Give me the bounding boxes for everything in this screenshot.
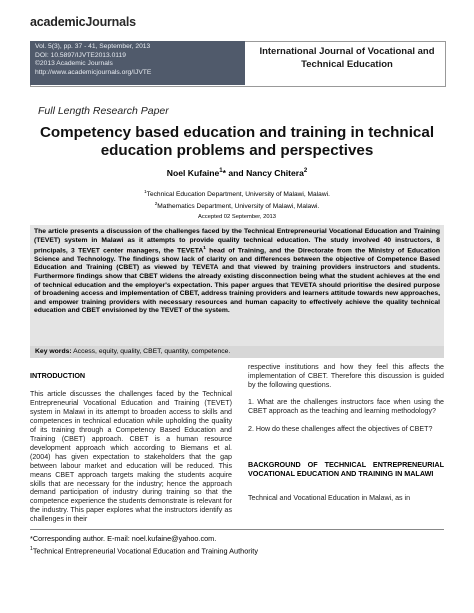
affiliation-text: Mathematics Department, University of Malawi, Malawi. [157, 202, 320, 210]
affiliation-marker: 1 [219, 168, 223, 175]
paper-title: Competency based education and training in technical education problems and perspectives [39, 124, 435, 159]
footnotes [30, 533, 444, 556]
body-paragraph: respective institutions and how they feel this affects the implementation of CBET. Therefore this discussion is guided by the following questions. [248, 363, 444, 389]
article-meta-box [30, 41, 245, 85]
section-heading-introduction: INTRODUCTION [30, 371, 86, 380]
section-heading-background: BACKGROUND OF TECHNICAL ENTREPRENEURIAL VOCATIONAL EDUCATION AND TRAINING IN MALAWI [248, 460, 444, 478]
keywords-label: Key words: [35, 348, 72, 355]
affiliation-marker: 1 [144, 189, 147, 194]
research-question: 2. How do these challenges affect the objectives of CBET? [248, 425, 433, 433]
correspondence-note: *Corresponding author. E-mail: noel.kufaine@yahoo.com. [30, 534, 217, 543]
accepted-date: Accepted 02 September, 2013 [198, 214, 276, 220]
footnote-marker: 1 [30, 546, 33, 552]
research-question: 1. What are the challenges instructors face when using the CBET approach as the teaching and learning methodology? [248, 398, 444, 415]
meta-doi: DOI: 10.5897/IJVTE2013.0119 [35, 51, 126, 59]
corresponding-marker: * [222, 168, 227, 178]
meta-volume: Vol. 5(3), pp. 37 - 41, September, 2013 [35, 43, 151, 50]
meta-url: http://www.academicjournals.org/IJVTE [35, 68, 152, 76]
body-paragraph: Technical and Vocational Education in Malawi, as in [248, 494, 411, 502]
paper-type: Full Length Research Paper [38, 105, 169, 117]
footnote-marker: 1 [203, 246, 206, 252]
affiliation-line [30, 200, 444, 212]
logo-text-journals: Journals [85, 15, 136, 29]
footnote-divider [30, 529, 444, 530]
meta-copyright: ©2013 Academic Journals [35, 60, 113, 68]
keywords-bar [30, 346, 444, 358]
abstract-part: The article presents a discussion of the challenges faced by the Technical Entrepreneurial Vocational Education and Training (TEVET) system in Malawi as it attempts to provide quality technical education. The study involved 40 instructors, 8 principals, 3 TEVET center managers, the TEVETA [34, 228, 440, 255]
abbreviation-note [30, 544, 444, 556]
affiliations [30, 188, 444, 211]
abstract-text [34, 228, 440, 316]
abstract-part: head of Training, and the Directorate from the Ministry of Education Science and Technology. The findings show lack of clarity on and differences between the objective of Competence Based Education and Training (CBET) as viewed by TEVETA and that viewed by training providers instructors and students. Furthermore findings show that CBET widens the already existing disconnection being what the student achieves at the end of technical education and the employer's expectation. This paper argues that TEVETA should prioritise the desired purpose of broadening access and implementation of CBET, address training providers and learners attitude towards new approaches, and empower training providers with necessary resources and human capacity to effectively achieve the quality technical education and CBET envisioned by the TEVET of the system. [34, 247, 440, 315]
author-name: Noel Kufaine [166, 168, 220, 178]
logo-text-academic: academic [30, 15, 86, 29]
author-conjunction: and [228, 168, 244, 178]
author-line [30, 168, 444, 178]
affiliation-marker: 2 [154, 200, 158, 206]
publisher-logo [30, 15, 136, 29]
affiliation-marker: 2 [303, 168, 308, 175]
keywords-list: Access, equity, quality, CBET, quantity, competence. [71, 348, 231, 355]
affiliation-text: Technical Education Department, University of Malawi, Malawi. [146, 191, 330, 199]
author-name: Nancy Chitera [246, 168, 304, 178]
journal-title: International Journal of Vocational and Technical Education [259, 46, 435, 70]
introduction-paragraph: This article discusses the challenges faced by the Technical Entrepreneurial Vocational Education and Training (TEVET) system in Malawi in its attempt to broaden access to skills and competences in technical education while upholding the quality of its training through a Competency Based Education and Training (CBET) approach. CBET is a human resource development approach which according to Biemans et al. (2004) has given expectation to stakeholders that the gap between labour market and education will be reduced. This means CBET approach targets making the students acquire skills that are necessary for the industry; hence the approach demand participation of industry during training so that the competence experience the students demonstrate is relevant for the industry. This paper explores what the instructors identify as challenges in their [30, 390, 232, 524]
affiliation-line [30, 188, 444, 200]
abbreviation-text: Technical Entrepreneurial Vocational Education and Training Authority [32, 546, 258, 556]
